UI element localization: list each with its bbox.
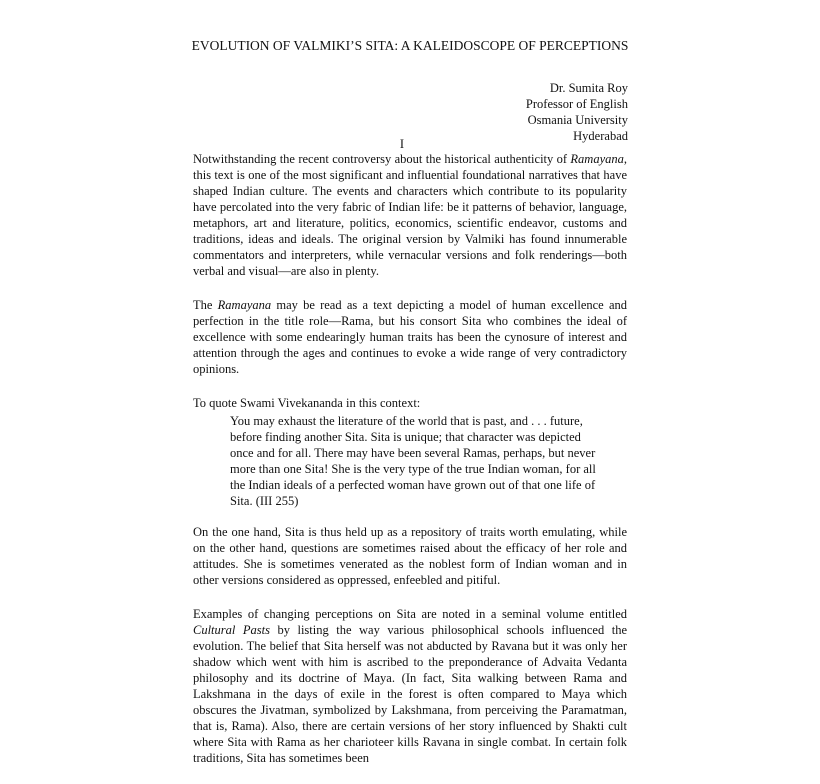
text-run: Examples of changing perceptions on Sita are noted in a seminal volume entitled <box>193 607 627 621</box>
paragraph-1 <box>193 151 627 279</box>
text-run: , this text is one of the most significant and influential foundational narratives that have shaped Indian culture. The events and characters which contribute to its popularity have percolated into the very fabric of Indian life: be it patterns of behavior, language, metaphors, art and literature, politics, economics, scientific endeavor, customs and traditions, ideas and ideals. The original version by Valmiki has found innumerable commentators and interpreters, while vernacular versions and folk renderings—both verbal and visual—are also in plenty. <box>193 152 627 278</box>
paragraph-2 <box>193 297 627 377</box>
quote-text: You may exhaust the literature of the world that is past, and . . . future, before finding another Sita. Sita is unique; that character was depicted once and for all. There may have been several Ramas, perhaps, but never more than one Sita! She is the very type of the true Indian woman, for all the Indian ideals of a perfected woman have grown out of that one life of Sita. (III 255) <box>230 414 596 508</box>
italic-title: Ramayana <box>570 152 624 166</box>
text-run: The <box>193 298 218 312</box>
section-number: I <box>399 137 405 151</box>
paragraph-3-intro: To quote Swami Vivekananda in this context: <box>193 396 421 410</box>
text-run: by listing the way various philosophical schools influenced the evolution. The belief that Sita herself was not abducted by Ravana but it was only her shadow which went with him is ascribed to the preponderance of Advaita Vedanta philosophy and its doctrine of Maya. (In fact, Sita walking between Rama and Lakshmana in the days of exile in the forest is often compared to Maya which obscures the Jivatman, symbolized by Lakshmana, from perceiving the Paramatman, that is, Rama). Also, there are certain versions of her story influenced by Shakti cult where Sita with Rama as her charioteer kills Ravana in single combat. In certain folk traditions, Sita has sometimes been <box>193 623 627 765</box>
author-position: Professor of English <box>525 97 628 111</box>
paper-title: EVOLUTION OF VALMIKI’S SITA: A KALEIDOSCOPE OF PERCEPTIONS <box>191 38 629 53</box>
body-text <box>193 151 627 784</box>
author-block <box>526 80 628 144</box>
text-run: may be read as a text depicting a model of human excellence and perfection in the title role—Rama, but his consort Sita who combines the ideal of excellence with some endearingly human traits has been the cynosure of interest and attention through the ages and continues to evoke a wide range of very contradictory opinions. <box>193 298 627 376</box>
italic-title: Ramayana <box>217 298 272 312</box>
paragraph-5 <box>193 606 627 766</box>
author-university: Osmania University <box>527 113 628 127</box>
text-run: Notwithstanding the recent controversy about the historical authenticity of <box>193 152 571 166</box>
block-quote <box>193 413 627 509</box>
italic-title: Cultural Pasts <box>193 623 270 637</box>
paragraph-4: On the one hand, Sita is thus held up as a repository of traits worth emulating, while on the other hand, questions are sometimes raised about the efficacy of her role and attitudes. She is sometimes venerated as the noblest form of Indian woman and in other versions considered as oppressed, enfeebled and pitiful. <box>193 525 627 587</box>
author-city: Hyderabad <box>573 129 628 143</box>
author-name: Dr. Sumita Roy <box>549 81 628 95</box>
